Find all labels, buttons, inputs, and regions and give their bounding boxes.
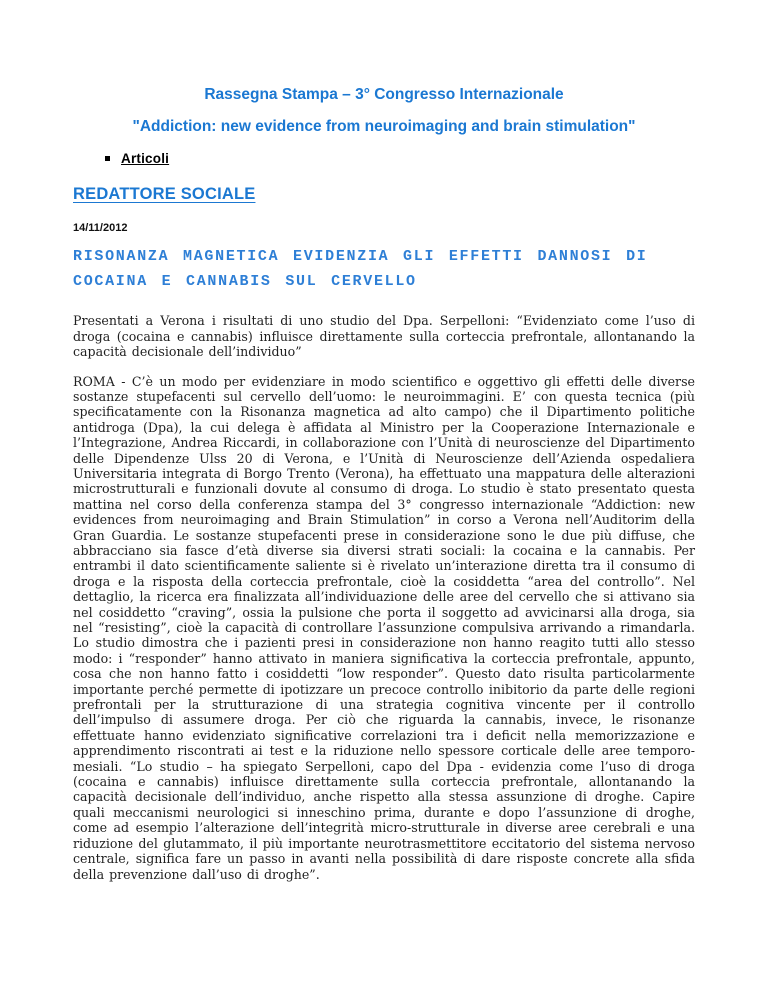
article-title-line1: RISONANZA MAGNETICA EVIDENZIA GLI EFFETTI DANNOSI DI — [73, 248, 648, 265]
article-lead: Presentati a Verona i risultati di uno studio del Dpa. Serpelloni: “Evidenziato come l’uso di droga (cocaina e cannabis) influisce direttamente sulla corteccia prefrontale, allontanando la capacità decisionale dell’individuo” — [73, 313, 695, 359]
article-title-line2: COCAINA E CANNABIS SUL CERVELLO — [73, 273, 417, 290]
source-heading: REDATTORE SOCIALE — [73, 185, 256, 203]
article-date: 14/11/2012 — [73, 222, 128, 234]
article-body: ROMA - C’è un modo per evidenziare in modo scientifico e oggettivo gli effetti delle diverse sostanze stupefacenti sul cervello dell’uomo: le neuroimmagini. E’ con questa tecnica (più specificatamente con la Risonanza magnetica ad alto campo) che il Dipartimento politiche antidroga (Dpa), la cui delega è affidata al Ministro per la Cooperazione Internazionale e l’Integrazione, Andrea Riccardi, in collaborazione con l’Unità di neuroscienze del Dipartimento delle Dipendenze Ulss 20 di Verona, e l’Unità di Neuroscienze dell’Azienda ospedaliera Universitaria integrata di Borgo Trento (Verona), ha effettuato una mappatura delle alterazioni microstrutturali e funzionali dovute al consumo di droga. Lo studio è stato presentato questa mattina nel corso della conferenza stampa del 3° congresso internazionale “Addiction: new evidences from neuroimaging and Brain Stimulation” in corso a Verona nell’Auditorim della Gran Guardia. Le sostanze stupefacenti prese in considerazione sono le due più diffuse, che abbracciano sia fasce d’età diverse sia diversi strati sociali: la cocaina e la cannabis. Per entrambi il dato scientificamente saliente si è rivelato un’interazione diretta tra il consumo di droga e la risposta della corteccia prefrontale, cioè la cosiddetta “area del controllo”. Nel dettaglio, la ricerca era finalizzata all’individuazione delle aree del cervello che si attivano sia nel cosiddetto “craving”, ossia la pulsione che porta il soggetto ad avvicinarsi alla droga, sia nel “resisting”, cioè la capacità di controllare l’assunzione compulsiva arrivando a rimandarla. Lo studio dimostra che i pazienti presi in considerazione non hanno reagito tutti allo stesso modo: i “responder” hanno attivato in maniera significativa la corteccia prefrontale, appunto, cosa che non hanno fatto i cosiddetti “low responder”. Questo dato risulta particolarmente importante perché permette di ipotizzare un precoce controllo inibitorio da parte delle regioni prefrontali per la strutturazione di una strategia cognitiva vincente per il controllo dell’impulso di assumere droga. Per ciò che riguarda la cannabis, invece, le risonanze effettuate hanno evidenziato significative correlazioni tra i deficit nella memorizzazione e apprendimento riscontrati ai test e la riduzione nello spessore corticale delle aree temporo-mesiali. “Lo studio – ha spiegato Serpelloni, capo del Dpa - evidenzia come l’uso di droga (cocaina e cannabis) influisce direttamente sulla corteccia prefrontale, allontanando la capacità decisionale dell’individuo, anche rispetto alla stessa assunzione di droghe. Capire quali meccanismi neurologici si inneschino prima, durante e dopo l’assunzione di droghe, come ad esempio l’alterazione dell’integrità micro-strutturale in diverse aree cerebrali e una riduzione del glutammato, il più importante neurotrasmettitore eccitatorio del sistema nervoso centrale, significa fare un passo in avanti nella possibilità di dare risposte concrete alla sfida della prevenzione dall’uso di droghe”. — [73, 373, 695, 882]
square-bullet-icon — [105, 156, 110, 161]
article-title — [73, 244, 695, 294]
articoli-list-item — [105, 150, 695, 167]
articoli-label: Articoli — [121, 151, 170, 166]
page-subtitle: "Addiction: new evidence from neuroimaging and brain stimulation" — [132, 118, 636, 135]
page-title: Rassegna Stampa – 3° Congresso Internazionale — [204, 86, 564, 103]
